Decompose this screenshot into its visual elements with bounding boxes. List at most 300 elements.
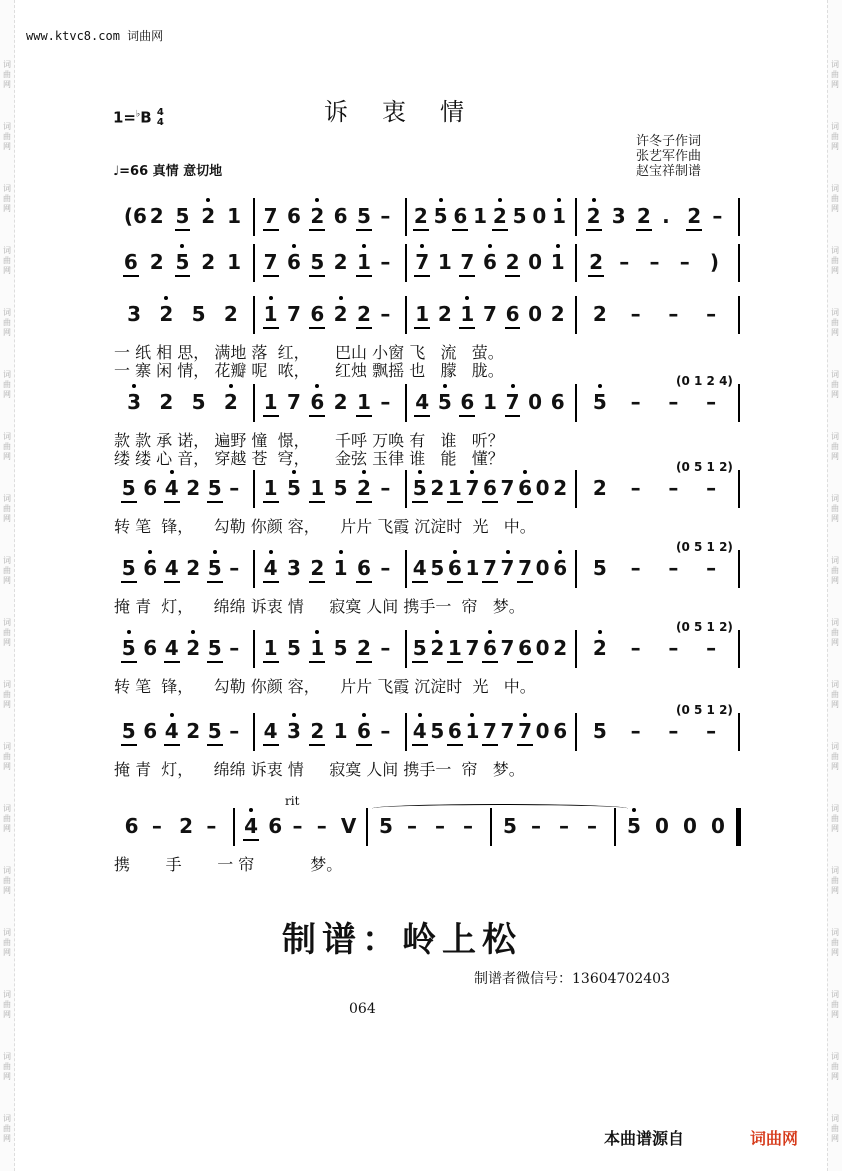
note: 5	[208, 636, 222, 660]
note: 1	[310, 636, 324, 660]
transcriber-signature: 制谱：岭上松	[282, 920, 522, 960]
dash: –	[407, 814, 417, 838]
note: 2	[357, 476, 371, 500]
note: 5	[413, 476, 427, 500]
note: 7	[501, 556, 515, 580]
note: 1	[465, 719, 479, 743]
dash: –	[559, 814, 569, 838]
note: 7	[500, 636, 515, 660]
barline	[575, 550, 577, 588]
ritardando-mark: rit	[285, 794, 300, 808]
note: 1	[227, 250, 242, 274]
note: 1	[551, 250, 565, 274]
watermark-text: 词 曲 网	[3, 432, 11, 461]
note: 2	[333, 250, 348, 274]
note: 1	[448, 476, 462, 500]
note: 5	[191, 390, 206, 414]
note: 2	[687, 204, 701, 228]
dash: –	[380, 250, 391, 274]
note: 7	[415, 250, 429, 274]
watermark-text: 词 曲 网	[3, 928, 11, 957]
cue-notes: (0 5 1 2)	[676, 703, 733, 717]
note: 2	[310, 204, 324, 228]
cue-notes: (0 5 1 2)	[676, 620, 733, 634]
note: 5	[176, 250, 190, 274]
note: 2	[414, 204, 428, 228]
note: 2	[593, 636, 607, 660]
cue-notes: (0 1 2 4)	[676, 374, 733, 388]
note: 7	[264, 204, 278, 228]
note: 4	[165, 719, 179, 743]
note: 5	[434, 204, 448, 228]
dash: –	[630, 390, 641, 414]
note: 4	[264, 556, 278, 580]
note: 5	[430, 719, 445, 743]
note: 7	[465, 636, 480, 660]
dash: –	[679, 250, 690, 274]
lyric-line: 转 笔 锋， 勾勒 你颜 容， 片片 飞霞 沉淀时 光 中。	[114, 517, 536, 536]
note: 1	[264, 476, 278, 500]
watermark-text: 词 曲 网	[3, 742, 11, 771]
lyric-line: 掩 青 灯， 绵绵 诉衷 情 寂寞 人间 携手一 帘 梦。	[114, 760, 525, 779]
dash: –	[630, 302, 641, 326]
note: 2	[223, 302, 238, 326]
note: 0	[535, 719, 550, 743]
note: 2	[149, 250, 164, 274]
lyricist-credit: 许冬子作词	[636, 134, 702, 149]
barline	[575, 630, 577, 668]
dash: –	[668, 556, 679, 580]
note: 4	[264, 719, 278, 743]
note: 0	[528, 250, 543, 274]
dash: –	[668, 719, 679, 743]
note: 2	[159, 302, 173, 326]
note: 5	[512, 204, 527, 228]
note: 1	[357, 390, 371, 414]
note: 2	[592, 476, 607, 500]
page-number: 064	[349, 1001, 376, 1017]
dash: –	[435, 814, 445, 838]
score-line	[0, 540, 842, 616]
note: 5	[122, 556, 136, 580]
watermark-text: 词 曲 网	[831, 308, 839, 337]
note: 2	[550, 302, 565, 326]
note: 6	[333, 204, 348, 228]
note: 1	[460, 302, 474, 326]
note: 3	[127, 302, 142, 326]
dash: –	[649, 250, 660, 274]
barline	[575, 470, 577, 508]
tempo-marking: ♩=66 真情 意切地	[113, 164, 223, 179]
watermark-text: 词 曲 网	[3, 990, 11, 1019]
watermark-text: 词 曲 网	[831, 866, 839, 895]
watermark-text: 词 曲 网	[831, 618, 839, 647]
dash: –	[706, 476, 717, 500]
note: 6	[310, 390, 324, 414]
note: 4	[165, 476, 179, 500]
note: 6	[483, 636, 497, 660]
watermark-text: 词 曲 网	[831, 60, 839, 89]
dash: –	[668, 476, 679, 500]
watermark-text: 词 曲 网	[3, 1052, 11, 1081]
note: 6	[143, 636, 158, 660]
note: 2	[186, 476, 201, 500]
note: 2	[334, 302, 348, 326]
dash: –	[380, 204, 391, 228]
note: 5	[592, 556, 607, 580]
note: 7	[500, 476, 515, 500]
note: 2	[201, 250, 216, 274]
note: 7	[287, 302, 301, 326]
note: 7	[483, 719, 497, 743]
note: 6	[310, 302, 324, 326]
watermark-text: 词 曲 网	[831, 494, 839, 523]
note: 7	[287, 390, 301, 414]
lyric-line: 携 手 一 帘 梦。	[114, 855, 343, 874]
note: .	[662, 204, 670, 228]
composer-credit: 张艺军作曲	[636, 149, 702, 164]
note: 1	[357, 250, 371, 274]
note: 6	[448, 556, 462, 580]
watermark-text: 词 曲 网	[831, 990, 839, 1019]
barline	[405, 198, 407, 236]
note: 1	[483, 390, 497, 414]
note: 5	[122, 719, 136, 743]
barline	[738, 198, 740, 236]
note: 6	[143, 476, 158, 500]
barline	[405, 296, 407, 334]
note: 6	[448, 719, 462, 743]
note: 6	[483, 476, 497, 500]
note: 5	[503, 814, 517, 838]
dash: –	[630, 556, 641, 580]
dash: –	[706, 636, 717, 660]
barline	[253, 296, 255, 334]
watermark-text: 词 曲 网	[3, 804, 11, 833]
watermark-text: 词 曲 网	[3, 122, 11, 151]
barline	[405, 244, 407, 282]
note: 3	[287, 556, 301, 580]
note: 3	[611, 204, 626, 228]
note: 2	[553, 636, 568, 660]
wechat-contact: 制谱者微信号：13604702403	[474, 971, 670, 987]
note: 1	[552, 204, 566, 228]
note: 7	[483, 302, 497, 326]
note: 5	[430, 556, 445, 580]
note: 6	[287, 250, 301, 274]
note: 2	[179, 814, 194, 838]
note: (6	[123, 204, 147, 228]
note: 7	[518, 719, 532, 743]
watermark-text: 词 曲 网	[831, 246, 839, 275]
note: 3	[287, 719, 301, 743]
barline	[405, 470, 407, 508]
watermark-text: 词 曲 网	[831, 928, 839, 957]
note: 3	[127, 390, 141, 414]
note: 6	[287, 204, 301, 228]
watermark-text: 词 曲 网	[831, 680, 839, 709]
note: 0	[528, 390, 543, 414]
watermark-text: 词 曲 网	[831, 1114, 839, 1143]
dash: –	[380, 636, 391, 660]
barline	[490, 808, 492, 846]
barline	[253, 550, 255, 588]
note: 4	[415, 390, 429, 414]
note: 0	[535, 556, 550, 580]
dash: –	[706, 556, 717, 580]
note: 2	[637, 204, 651, 228]
barline	[738, 713, 740, 751]
note: 1	[264, 636, 278, 660]
note: 2	[149, 204, 164, 228]
barline	[614, 808, 616, 846]
lyric-line: 一 纸 相 思， 满地 落 红， 巴山 小窗 飞 流 萤。	[114, 343, 504, 362]
note: 1	[437, 250, 452, 274]
barline	[738, 550, 740, 588]
watermark-text: 词 曲 网	[831, 122, 839, 151]
note: 5	[208, 556, 222, 580]
barline	[253, 630, 255, 668]
note: 0	[711, 814, 725, 838]
lyric-line: 款 款 承 诺， 遍野 憧 憬， 千呼 万唤 有 谁 听？	[114, 431, 504, 450]
dash: –	[229, 476, 240, 500]
note: 5	[208, 719, 222, 743]
note: 0	[528, 302, 543, 326]
note: 6	[518, 476, 532, 500]
note: 6	[453, 204, 467, 228]
source-label: 本曲谱源自	[604, 1129, 685, 1148]
note: 2	[357, 636, 371, 660]
dash: –	[668, 302, 679, 326]
note: 2	[159, 390, 174, 414]
source-brand[interactable]: 词曲网	[750, 1129, 799, 1148]
note: 2	[430, 476, 445, 500]
dash: –	[380, 476, 391, 500]
note: 1	[310, 476, 324, 500]
dash: –	[151, 814, 162, 838]
barline	[253, 713, 255, 751]
watermark-text: 词 曲 网	[831, 432, 839, 461]
dash: –	[292, 814, 303, 838]
note: 1	[264, 390, 278, 414]
note: 0	[655, 814, 669, 838]
note: 5	[592, 719, 607, 743]
barline	[405, 550, 407, 588]
note: 6	[550, 390, 565, 414]
note: 2	[357, 302, 371, 326]
note: 1	[227, 204, 242, 228]
note: 6	[357, 719, 371, 743]
note: 2	[186, 556, 201, 580]
note: 1	[334, 556, 348, 580]
watermark-text: 词 曲 网	[831, 804, 839, 833]
dash: –	[206, 814, 217, 838]
note: 5	[191, 302, 206, 326]
watermark-text: 词 曲 网	[831, 370, 839, 399]
note: 7	[518, 556, 532, 580]
watermark-text: 词 曲 网	[831, 556, 839, 585]
note: 2	[506, 250, 520, 274]
transcriber-credit: 赵宝祥制谱	[636, 164, 702, 179]
note: 5	[413, 636, 427, 660]
note: 2	[310, 556, 324, 580]
note: 5	[438, 390, 452, 414]
dash: –	[316, 814, 327, 838]
note: 0	[532, 204, 547, 228]
dash: –	[706, 302, 717, 326]
dash: –	[630, 636, 641, 660]
note: 5	[333, 636, 348, 660]
note: 6	[553, 719, 568, 743]
dash: –	[668, 636, 679, 660]
dash: –	[630, 476, 641, 500]
note: 2	[333, 390, 348, 414]
note: 5	[287, 636, 301, 660]
key-signature: 1=♭B 4 4	[113, 107, 164, 128]
barline	[253, 384, 255, 422]
watermark-text: 词 曲 网	[3, 680, 11, 709]
note: 4	[165, 636, 179, 660]
score-line	[0, 296, 842, 380]
barline	[253, 470, 255, 508]
watermark-text: 词 曲 网	[3, 60, 11, 89]
note: 5	[208, 476, 222, 500]
note: 7	[500, 719, 515, 743]
note: 5	[176, 204, 190, 228]
note: V	[340, 814, 357, 838]
note: 2	[224, 390, 238, 414]
note: 2	[310, 719, 324, 743]
note: 5	[333, 476, 348, 500]
note: 5	[627, 814, 641, 838]
note: 0	[535, 476, 550, 500]
note: 1	[473, 204, 488, 228]
dash: –	[463, 814, 473, 838]
watermark-text: 词 曲 网	[3, 1114, 11, 1143]
site-url: www.ktvc8.com 词曲网	[26, 29, 164, 43]
barline	[738, 244, 740, 282]
cue-notes: (0 5 1 2)	[676, 540, 733, 554]
barline	[575, 296, 577, 334]
note: 5	[122, 476, 136, 500]
note: 5	[593, 390, 607, 414]
note: 2	[437, 302, 452, 326]
dash: –	[380, 719, 391, 743]
note: 7	[483, 556, 497, 580]
note: 2	[430, 636, 444, 660]
note: 6	[483, 250, 497, 274]
credits	[636, 134, 701, 179]
note: 2	[186, 719, 201, 743]
note: 6	[268, 814, 283, 838]
barline	[738, 384, 740, 422]
watermark-text: 词 曲 网	[3, 556, 11, 585]
barline	[405, 384, 407, 422]
note: 7	[460, 250, 474, 274]
note: 5	[310, 250, 324, 274]
watermark-text: 词 曲 网	[3, 246, 11, 275]
note: 7	[465, 476, 479, 500]
note: 6	[143, 556, 157, 580]
tie-arc	[372, 804, 628, 813]
barline	[405, 713, 407, 751]
dash: –	[706, 390, 717, 414]
watermark-text: 词 曲 网	[3, 184, 11, 213]
note: 2	[553, 476, 568, 500]
note: 6	[357, 556, 371, 580]
note: 1	[333, 719, 348, 743]
note: 1	[448, 636, 462, 660]
note: )	[709, 250, 720, 274]
dash: –	[380, 302, 391, 326]
dash: –	[229, 719, 240, 743]
note: 5	[379, 814, 393, 838]
score-line	[0, 244, 842, 284]
note: 6	[124, 814, 139, 838]
note: 0	[535, 636, 550, 660]
barline	[405, 630, 407, 668]
dash: –	[531, 814, 541, 838]
watermark-text: 词 曲 网	[831, 1052, 839, 1081]
note: 1	[465, 556, 480, 580]
watermark-text: 词 曲 网	[3, 866, 11, 895]
watermark-text: 词 曲 网	[3, 618, 11, 647]
note: 2	[592, 302, 607, 326]
note: 6	[143, 719, 158, 743]
dash: –	[380, 556, 391, 580]
watermark-text: 词 曲 网	[831, 184, 839, 213]
note: 1	[264, 302, 278, 326]
barline	[738, 630, 740, 668]
lyric-line: 缕 缕 心 音， 穿越 苍 穹， 金弦 玉律 谁 能 懂？	[114, 449, 504, 468]
note: 2	[493, 204, 507, 228]
barline	[575, 384, 577, 422]
barline	[233, 808, 235, 846]
score-line	[0, 460, 842, 536]
dash: –	[619, 250, 630, 274]
note: 2	[186, 636, 200, 660]
note: 4	[413, 719, 427, 743]
watermark-text: 词 曲 网	[3, 494, 11, 523]
song-title: 诉衷情	[324, 98, 498, 126]
dash: –	[229, 636, 240, 660]
note: 7	[506, 390, 520, 414]
dash: –	[668, 390, 679, 414]
note: 5	[357, 204, 371, 228]
dash: –	[380, 390, 391, 414]
note: 4	[244, 814, 258, 838]
note: 2	[587, 204, 601, 228]
barline	[575, 244, 577, 282]
barline	[366, 808, 368, 846]
note: 5	[122, 636, 136, 660]
dash: –	[587, 814, 597, 838]
note: 6	[124, 250, 138, 274]
barline	[736, 808, 741, 846]
dash: –	[706, 719, 717, 743]
note: 4	[413, 556, 427, 580]
dash: –	[229, 556, 240, 580]
barline	[253, 198, 255, 236]
note: 2	[201, 204, 215, 228]
barline	[738, 470, 740, 508]
note: 2	[589, 250, 603, 274]
watermark-text: 词 曲 网	[3, 308, 11, 337]
note: 5	[287, 476, 301, 500]
score-line	[0, 198, 842, 238]
cue-notes: (0 5 1 2)	[676, 460, 733, 474]
dash: –	[712, 204, 723, 228]
